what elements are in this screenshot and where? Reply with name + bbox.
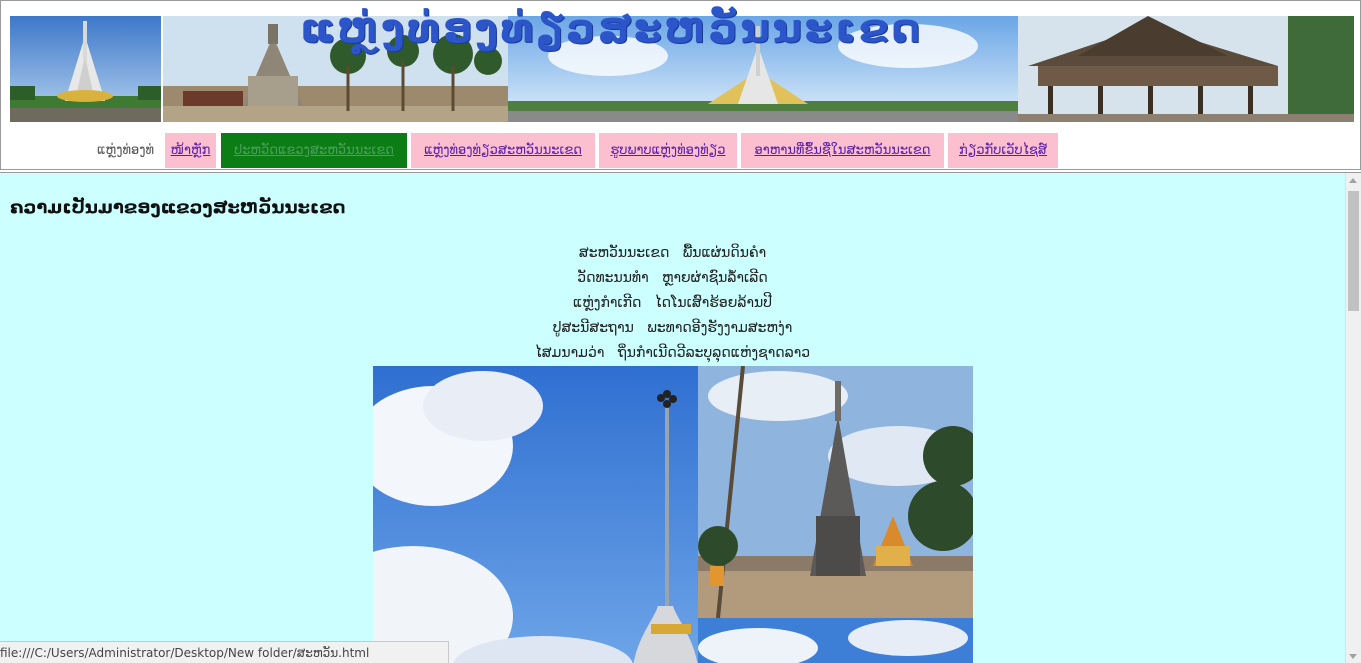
collage-photo-stupa bbox=[698, 366, 973, 618]
nav-caption: ແຫຼ່ງທ່ອງທ່ bbox=[97, 143, 154, 158]
poem-line: ແຫຼ່ງກຳເກີດ ໄດໂນເສົາຮ້ອຍລ້ານປີ bbox=[573, 295, 772, 311]
vertical-scrollbar[interactable] bbox=[1345, 173, 1361, 663]
poem-line: ສະຫວັນນະເຂດ ພື້ນແຜ່ນດິນຄຳ bbox=[578, 245, 767, 261]
header-frame bbox=[0, 0, 1361, 170]
content-frame bbox=[0, 172, 1361, 663]
nav-item-about[interactable]: ກ່ຽວກັບເວັບໄຊສ໌ bbox=[948, 133, 1058, 168]
nav-item-food[interactable]: ອາຫານທີ່ຂຶ້ນຊື່ໃນສະຫວັນນະເຂດ bbox=[741, 133, 944, 168]
nav-item-history[interactable]: ປະຫວັດແຂວງສະຫວັນນະເຂດ bbox=[221, 133, 407, 168]
status-bar-url: file:///C:/Users/Administrator/Desktop/New folder/ສະຫວັນ.html bbox=[0, 641, 449, 663]
nav-item-home[interactable]: ໜ້າຫຼັກ bbox=[165, 133, 216, 168]
banner-photo-temple bbox=[1018, 16, 1354, 122]
banner-title: ແຫຼ່ງທ່ອງທ່ຽວສະຫວັນນະເຂດ bbox=[300, 6, 924, 52]
page-title: ຄວາມເປັນມາຂອງແຂວງສະຫວັນນະເຂດ bbox=[10, 197, 346, 218]
poem-line: ໄສມນາມວ່າ ຖິ່ນກຳເນີດວີລະບຸລຸດແຫ່ງຊາດລາວ bbox=[534, 345, 811, 361]
collage-photo-sky bbox=[698, 618, 973, 663]
collage-photo-monument bbox=[373, 366, 698, 663]
poem bbox=[0, 241, 1345, 366]
scroll-thumb[interactable] bbox=[1348, 191, 1359, 311]
scroll-down-arrow-icon[interactable] bbox=[1349, 654, 1357, 659]
nav-item-gallery[interactable]: ຮູບພາບແຫຼ່ງທ່ອງທ່ຽວ bbox=[599, 133, 737, 168]
scroll-up-arrow-icon[interactable] bbox=[1349, 178, 1357, 183]
banner bbox=[10, 6, 1354, 122]
poem-line: ປູສະນີສະຖານ ພະທາດອີງຮັງງາມສະຫງ່າ bbox=[552, 320, 793, 336]
banner-photo-monument bbox=[10, 16, 161, 122]
poem-line: ວັດທະນນທຳ ຫຼາຍຜ່າຊົນລ້ຳເລີດ bbox=[577, 270, 768, 286]
collage-photo bbox=[373, 366, 973, 663]
nav-item-attractions[interactable]: ແຫຼ່ງທ່ອງທ່ຽວສະຫວັນນະເຂດ bbox=[411, 133, 595, 168]
main-navigation bbox=[1, 133, 1361, 167]
